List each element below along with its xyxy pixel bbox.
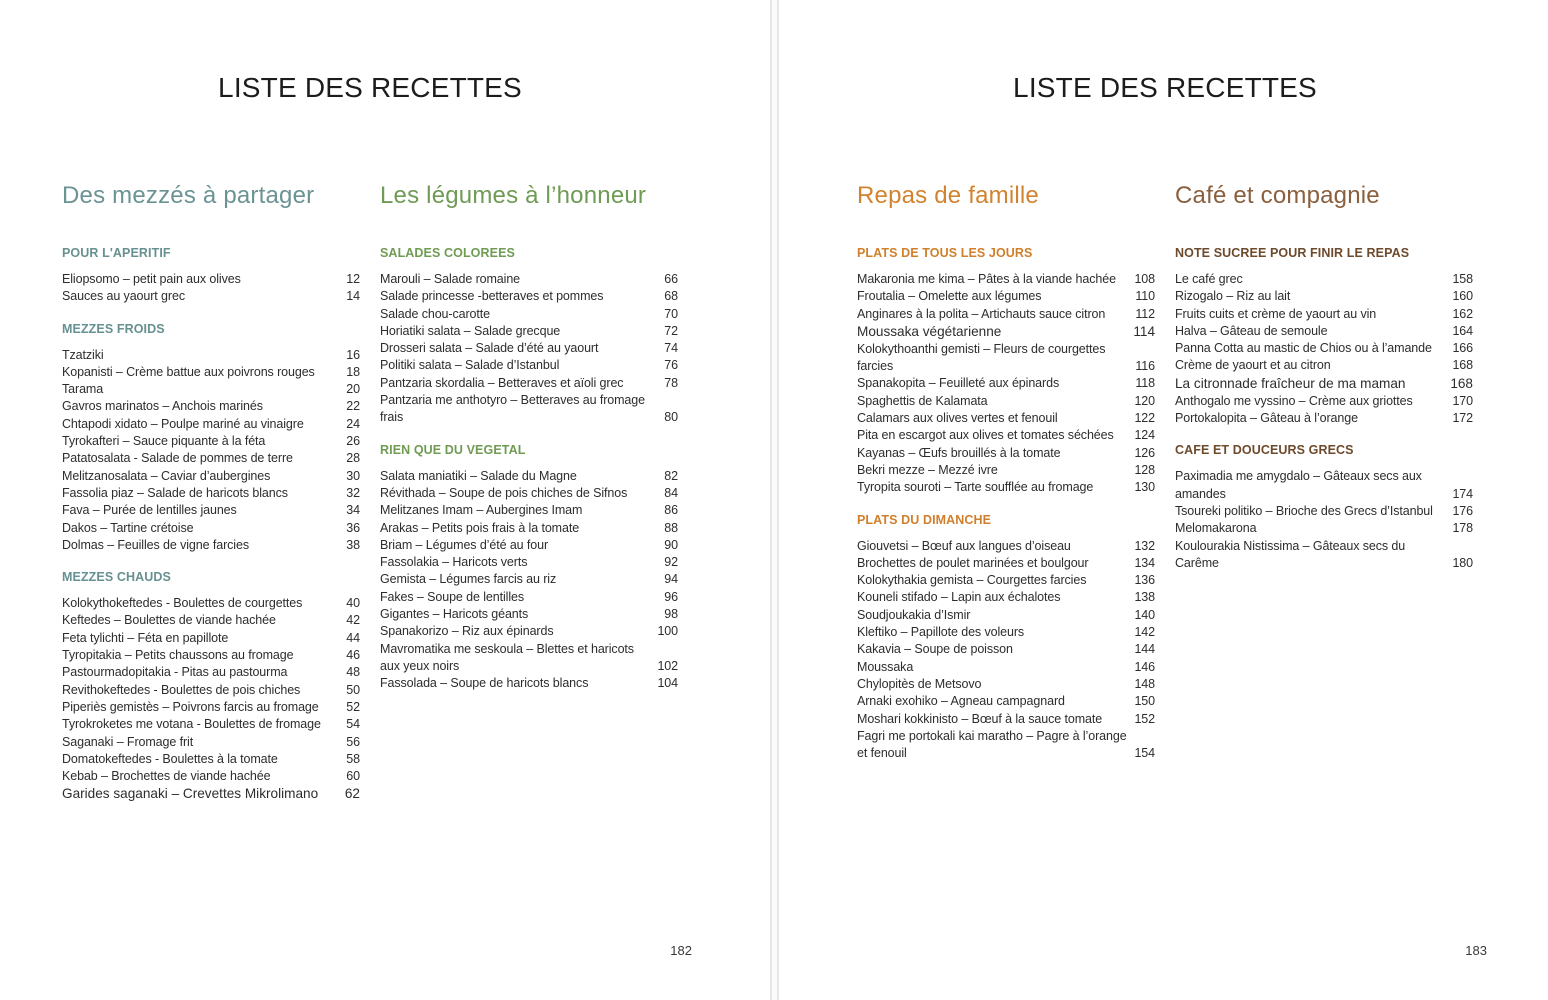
toc-item-title: Le café grec — [1175, 272, 1243, 286]
toc-item — [62, 682, 360, 699]
toc-item — [380, 520, 678, 537]
toc-column-heading: Café et compagnie — [1175, 182, 1380, 209]
toc-item-page: 138 — [1134, 590, 1155, 605]
toc-item-title: Melomakarona — [1175, 521, 1257, 536]
toc-item-page: 178 — [1452, 521, 1473, 536]
toc-item — [380, 357, 678, 374]
toc-section — [380, 442, 678, 693]
toc-item — [857, 393, 1155, 410]
toc-section — [1175, 245, 1473, 427]
page-number: 182 — [670, 943, 692, 958]
toc-item-title: Gavros marinatos – Anchois marinés — [62, 399, 263, 414]
toc-item — [380, 606, 678, 623]
toc-item — [62, 450, 360, 467]
toc-item-page: 78 — [664, 375, 678, 390]
toc-item-title: Crème de yaourt et au citron — [1175, 358, 1331, 373]
toc-item-page: 160 — [1452, 289, 1473, 304]
toc-item-page: 86 — [664, 503, 678, 518]
toc-columns — [62, 181, 678, 803]
toc-item-page: 176 — [1452, 503, 1473, 518]
toc-item-title: Chtapodi xidato – Poulpe mariné au vinaigre — [62, 416, 304, 431]
page-right-content — [857, 72, 1473, 762]
toc-item-title: Kolokythoanthi gemisti – Fleurs de courgettes farcies — [857, 341, 1106, 374]
toc-item-page: 58 — [346, 751, 360, 766]
toc-item — [62, 785, 360, 803]
toc-item-title: Domatokeftedes - Boulettes à la tomate — [62, 751, 278, 766]
toc-item-title: Dakos – Tartine crétoise — [62, 520, 194, 535]
toc-item-page: 44 — [346, 630, 360, 645]
page-title: LISTE DES RECETTES — [218, 72, 522, 103]
toc-item-page: 142 — [1134, 625, 1155, 640]
toc-item-page: 108 — [1134, 272, 1155, 286]
toc-item-page: 164 — [1452, 323, 1473, 338]
toc-item-page: 26 — [346, 434, 360, 449]
toc-item-title: Salade chou-carotte — [380, 306, 490, 321]
toc-item — [380, 468, 678, 485]
toc-column-heading: Des mezzés à partager — [62, 182, 315, 209]
toc-item-title: Mavromatika me seskoula – Blettes et haricots aux yeux noirs — [380, 641, 634, 673]
toc-item — [62, 468, 360, 485]
toc-item — [380, 502, 678, 519]
toc-item-title: Tsoureki politiko – Brioche des Grecs d’Istanbul — [1175, 503, 1433, 518]
toc-item — [62, 502, 360, 519]
toc-item — [380, 288, 678, 305]
toc-item-page: 140 — [1134, 607, 1155, 622]
toc-item-page: 92 — [664, 555, 678, 570]
page-left — [0, 0, 769, 1000]
toc-item-title: Tyrokafteri – Sauce piquante à la féta — [62, 434, 266, 449]
toc-item-page: 144 — [1134, 642, 1155, 657]
toc-item — [62, 398, 360, 415]
toc-item-title: Marouli – Salade romaine — [380, 272, 521, 286]
toc-item — [62, 381, 360, 398]
toc-item — [857, 462, 1155, 479]
toc-item-title: Kebab – Brochettes de viande hachée — [62, 769, 271, 784]
toc-item-page: 128 — [1134, 462, 1155, 477]
toc-section — [857, 512, 1155, 763]
toc-section-label: MEZZES FROIDS — [62, 321, 165, 336]
toc-item — [62, 630, 360, 647]
toc-item-page: 16 — [346, 347, 360, 362]
toc-item-title: Anginares à la polita – Artichauts sauce citron — [857, 306, 1106, 321]
toc-item — [1175, 375, 1473, 393]
toc-item — [380, 392, 678, 427]
toc-item — [62, 716, 360, 733]
toc-item-title: Salade princesse -betteraves et pommes — [380, 289, 604, 304]
toc-section — [380, 245, 678, 427]
toc-item-title: Gemista – Légumes farcis au riz — [380, 572, 557, 587]
toc-item — [1175, 306, 1473, 323]
toc-item — [1175, 271, 1473, 288]
toc-item — [380, 271, 678, 288]
toc-section-label: RIEN QUE DU VEGETAL — [380, 442, 526, 457]
toc-item — [1175, 288, 1473, 305]
toc-section-label: NOTE SUCREE POUR FINIR LE REPAS — [1175, 246, 1410, 260]
toc-item-title: Fruits cuits et crème de yaourt au vin — [1175, 306, 1377, 321]
toc-section — [62, 321, 360, 555]
toc-item-page: 98 — [664, 607, 678, 622]
toc-item-page: 126 — [1134, 445, 1155, 460]
toc-item-page: 20 — [346, 382, 360, 397]
toc-item — [857, 427, 1155, 444]
toc-item-title: Gigantes – Haricots géants — [380, 607, 529, 622]
toc-item — [857, 676, 1155, 693]
toc-item — [380, 554, 678, 571]
toc-item — [857, 375, 1155, 392]
toc-item — [857, 341, 1155, 376]
toc-item-title: La citronnade fraîcheur de ma maman — [1175, 375, 1406, 391]
toc-item-page: 28 — [346, 451, 360, 466]
toc-section-label: CAFE ET DOUCEURS GRECS — [1175, 443, 1354, 458]
toc-item — [857, 445, 1155, 462]
toc-item-page: 110 — [1135, 289, 1155, 304]
toc-item-title: Kolokythokeftedes - Boulettes de courgettes — [62, 596, 303, 611]
toc-item-title: Froutalia – Omelette aux légumes — [857, 289, 1042, 304]
toc-item-title: Calamars aux olives vertes et fenouil — [857, 411, 1058, 426]
toc-section — [62, 245, 360, 306]
toc-item — [857, 607, 1155, 624]
toc-item-title: Piperiès gemistès – Poivrons farcis au fromage — [62, 699, 319, 714]
toc-item-title: Kakavia – Soupe de poisson — [857, 642, 1013, 657]
toc-item-page: 80 — [664, 410, 678, 425]
toc-item-title: Moussaka végétarienne — [857, 323, 1002, 339]
toc-item-page: 146 — [1134, 659, 1155, 674]
toc-item-title: Giouvetsi – Bœuf aux langues d’oiseau — [857, 538, 1071, 553]
toc-item — [62, 485, 360, 502]
toc-item-page: 116 — [1135, 359, 1155, 374]
toc-item-page: 30 — [346, 468, 360, 483]
toc-item — [857, 271, 1155, 288]
toc-section — [857, 245, 1155, 497]
toc-item-title: Spanakopita – Feuilleté aux épinards — [857, 376, 1060, 391]
toc-item-page: 94 — [664, 572, 678, 587]
toc-item-title: Patatosalata - Salade de pommes de terre — [62, 451, 293, 466]
toc-item-page: 158 — [1452, 272, 1473, 286]
toc-item-title: Chylopitès de Metsovo — [857, 676, 982, 691]
toc-item-title: Koulourakia Nistissima – Gâteaux secs du Carême — [1175, 538, 1406, 570]
toc-section-label: MEZZES CHAUDS — [62, 570, 171, 585]
toc-item-title: Arnaki exohiko – Agneau campagnard — [857, 694, 1065, 709]
toc-item-page: 132 — [1134, 538, 1155, 553]
toc-item — [857, 659, 1155, 676]
toc-item-title: Kayanas – Œufs brouillés à la tomate — [857, 445, 1061, 460]
toc-item-page: 136 — [1134, 573, 1155, 588]
toc-item — [62, 347, 360, 364]
toc-item-page: 152 — [1134, 711, 1155, 726]
toc-item-title: Kopanisti – Crème battue aux poivrons rouges — [62, 364, 315, 379]
toc-item-page: 82 — [664, 468, 678, 483]
toc-item-title: Makaronia me kima – Pâtes à la viande hachée — [857, 272, 1116, 286]
toc-item-title: Tyropitakia – Petits chaussons au fromage — [62, 648, 294, 663]
toc-item-title: Soudjoukakia d’Ismir — [857, 607, 971, 622]
toc-item — [62, 595, 360, 612]
toc-item-page: 54 — [346, 717, 360, 732]
toc-item-page: 122 — [1134, 411, 1155, 426]
toc-item-title: Bekri mezze – Mezzé ivre — [857, 462, 998, 477]
toc-item-title: Sauces au yaourt grec — [62, 289, 185, 304]
toc-item-title: Pantzaria me anthotyro – Betteraves au fromage frais — [380, 393, 645, 425]
toc-item — [62, 520, 360, 537]
toc-item — [857, 624, 1155, 641]
toc-item-page: 172 — [1452, 411, 1473, 426]
toc-item-page: 52 — [346, 699, 360, 714]
toc-item-page: 112 — [1135, 306, 1155, 321]
toc-item-page: 168 — [1452, 358, 1473, 373]
toc-item-title: Melitzanosalata – Caviar d’aubergines — [62, 468, 271, 483]
toc-item-title: Arakas – Petits pois frais à la tomate — [380, 520, 580, 535]
toc-item-page: 66 — [664, 272, 678, 286]
toc-item-title: Fagri me portokali kai maratho – Pagre à l’orange et fenouil — [857, 728, 1127, 761]
toc-item-title: Portokalopita – Gâteau à l’orange — [1175, 411, 1358, 426]
toc-item — [857, 693, 1155, 710]
toc-section — [62, 569, 360, 803]
toc-section-label: POUR L'APERITIF — [62, 246, 171, 260]
toc-item-title: Panna Cotta au mastic de Chios ou à l’amande — [1175, 341, 1432, 356]
toc-item-title: Melitzanes Imam – Aubergines Imam — [380, 503, 583, 518]
toc-item — [62, 664, 360, 681]
toc-item — [1175, 503, 1473, 520]
toc-item — [62, 734, 360, 751]
toc-item-title: Salata maniatiki – Salade du Magne — [380, 468, 577, 483]
toc-item-title: Fava – Purée de lentilles jaunes — [62, 503, 237, 518]
toc-section-label: PLATS DU DIMANCHE — [857, 512, 992, 527]
toc-item-title: Drosseri salata – Salade d’été au yaourt — [380, 341, 599, 356]
toc-item-title: Politiki salata – Salade d’Istanbul — [380, 358, 560, 373]
toc-item-title: Fassolia piaz – Salade de haricots blancs — [62, 485, 288, 500]
toc-item-title: Pantzaria skordalia – Betteraves et aïoli grec — [380, 375, 624, 390]
toc-item — [857, 555, 1155, 572]
toc-item — [62, 433, 360, 450]
toc-item-page: 14 — [346, 289, 360, 304]
toc-item-title: Moussaka — [857, 659, 914, 674]
toc-item-page: 168 — [1450, 375, 1473, 391]
toc-item-title: Feta tylichti – Féta en papillote — [62, 630, 229, 645]
toc-item — [1175, 520, 1473, 537]
toc-item-page: 38 — [346, 537, 360, 552]
toc-item-title: Garides saganaki – Crevettes Mikrolimano — [62, 786, 319, 802]
toc-item-title: Horiatiki salata – Salade grecque — [380, 323, 561, 338]
toc-item-page: 42 — [346, 613, 360, 628]
toc-item-title: Tzatziki — [62, 347, 104, 362]
toc-item-page: 76 — [664, 358, 678, 373]
toc-item — [380, 537, 678, 554]
toc-item-page: 46 — [346, 648, 360, 663]
toc-item-page: 70 — [664, 306, 678, 321]
toc-item-page: 56 — [346, 734, 360, 749]
toc-section-label: SALADES COLOREES — [380, 246, 515, 260]
toc-item-page: 90 — [664, 537, 678, 552]
toc-column — [62, 181, 360, 803]
toc-item-page: 48 — [346, 665, 360, 680]
toc-item — [62, 699, 360, 716]
toc-item-page: 84 — [664, 485, 678, 500]
toc-columns — [857, 181, 1473, 762]
toc-item — [62, 537, 360, 554]
toc-item-title: Eliopsomo – petit pain aux olives — [62, 272, 241, 286]
toc-item — [62, 288, 360, 305]
toc-item-title: Kolokythakia gemista – Courgettes farcies — [857, 573, 1087, 588]
toc-item — [857, 479, 1155, 496]
toc-item-title: Moshari kokkinisto – Bœuf à la sauce tomate — [857, 711, 1103, 726]
toc-item-title: Fakes – Soupe de lentilles — [380, 589, 525, 604]
toc-item-page: 62 — [344, 786, 360, 802]
toc-item — [857, 589, 1155, 606]
toc-item-title: Révithada – Soupe de pois chiches de Sifnos — [380, 485, 628, 500]
toc-item-page: 102 — [657, 658, 678, 673]
toc-item-page: 60 — [346, 769, 360, 784]
toc-item-page: 154 — [1134, 746, 1155, 761]
toc-item-title: Tyrokroketes me votana - Boulettes de fromage — [62, 717, 321, 732]
toc-column — [1175, 181, 1473, 762]
toc-item-page: 130 — [1134, 480, 1155, 495]
page-gutter-divider — [769, 0, 781, 1000]
toc-item-page: 134 — [1134, 555, 1155, 570]
toc-item-page: 166 — [1452, 341, 1473, 356]
toc-item — [380, 641, 678, 676]
toc-item — [380, 375, 678, 392]
toc-item — [62, 612, 360, 629]
toc-item-title: Spaghettis de Kalamata — [857, 393, 988, 408]
toc-item-page: 32 — [346, 485, 360, 500]
toc-item — [1175, 323, 1473, 340]
toc-item — [380, 623, 678, 640]
toc-item-page: 40 — [346, 596, 360, 611]
toc-item — [62, 768, 360, 785]
toc-section — [1175, 442, 1473, 572]
toc-item-page: 24 — [346, 416, 360, 431]
toc-item-title: Brochettes de poulet marinées et boulgour — [857, 555, 1089, 570]
toc-column-heading: Les légumes à l’honneur — [380, 182, 647, 209]
page-number: 183 — [1465, 943, 1487, 958]
toc-column-heading: Repas de famille — [857, 182, 1039, 209]
toc-item-title: Fassolakia – Haricots verts — [380, 555, 528, 570]
page-title: LISTE DES RECETTES — [1013, 72, 1317, 103]
toc-item-title: Rizogalo – Riz au lait — [1175, 289, 1291, 304]
toc-item-title: Kouneli stifado – Lapin aux échalotes — [857, 590, 1061, 605]
toc-item — [1175, 340, 1473, 357]
toc-item-title: Anthogalo me vyssino – Crème aux griottes — [1175, 393, 1413, 408]
toc-item — [380, 485, 678, 502]
toc-item — [380, 675, 678, 692]
toc-item-page: 150 — [1134, 694, 1155, 709]
toc-item-title: Pita en escargot aux olives et tomates séchées — [857, 428, 1114, 443]
toc-item — [1175, 410, 1473, 427]
toc-item-title: Tyropita souroti – Tarte soufflée au fromage — [857, 480, 1094, 495]
toc-item — [1175, 538, 1473, 573]
page-right — [781, 0, 1548, 1000]
toc-item-page: 120 — [1134, 393, 1155, 408]
toc-item-page: 170 — [1452, 393, 1473, 408]
toc-item — [857, 572, 1155, 589]
toc-item-page: 22 — [346, 399, 360, 414]
toc-item-page: 96 — [664, 589, 678, 604]
toc-item-page: 180 — [1452, 555, 1473, 570]
toc-item-title: Revithokeftedes - Boulettes de pois chiches — [62, 682, 301, 697]
toc-item — [1175, 468, 1473, 503]
toc-section-label: PLATS DE TOUS LES JOURS — [857, 246, 1033, 260]
toc-item — [857, 641, 1155, 658]
toc-column — [380, 181, 678, 803]
toc-item — [857, 538, 1155, 555]
toc-item — [380, 306, 678, 323]
toc-item-title: Spanakorizo – Riz aux épinards — [380, 624, 554, 639]
toc-item — [62, 364, 360, 381]
toc-item-page: 36 — [346, 520, 360, 535]
toc-item-page: 114 — [1133, 323, 1155, 339]
toc-column — [857, 181, 1155, 762]
toc-item — [857, 288, 1155, 305]
toc-item-page: 118 — [1135, 376, 1155, 391]
toc-item — [857, 323, 1155, 341]
toc-item-page: 174 — [1452, 486, 1473, 501]
toc-item-title: Kleftiko – Papillote des voleurs — [857, 625, 1025, 640]
toc-item-page: 148 — [1134, 676, 1155, 691]
toc-item-page: 104 — [657, 676, 678, 691]
toc-item-page: 68 — [664, 289, 678, 304]
toc-item-page: 162 — [1452, 306, 1473, 321]
toc-item — [857, 410, 1155, 427]
toc-item — [62, 271, 360, 288]
toc-item — [857, 711, 1155, 728]
toc-item-title: Tarama — [62, 382, 104, 397]
toc-item — [380, 340, 678, 357]
toc-item-page: 72 — [664, 323, 678, 338]
toc-item-page: 12 — [346, 272, 360, 286]
toc-item — [857, 728, 1155, 763]
toc-item-page: 18 — [346, 364, 360, 379]
toc-item — [62, 751, 360, 768]
toc-item — [380, 589, 678, 606]
toc-item-page: 34 — [346, 503, 360, 518]
toc-item-page: 50 — [346, 682, 360, 697]
toc-item — [1175, 357, 1473, 374]
toc-item-title: Keftedes – Boulettes de viande hachée — [62, 613, 276, 628]
toc-item-title: Pastourmadopitakia - Pitas au pastourma — [62, 665, 288, 680]
toc-item-title: Briam – Légumes d’été au four — [380, 537, 549, 552]
toc-item-title: Fassolada – Soupe de haricots blancs — [380, 676, 589, 691]
toc-item-page: 88 — [664, 520, 678, 535]
toc-item-title: Saganaki – Fromage frit — [62, 734, 194, 749]
toc-item-title: Halva – Gâteau de semoule — [1175, 323, 1328, 338]
toc-item — [62, 647, 360, 664]
toc-item — [380, 571, 678, 588]
toc-item-title: Paximadia me amygdalo – Gâteaux secs aux amandes — [1175, 469, 1422, 501]
toc-item-title: Dolmas – Feuilles de vigne farcies — [62, 537, 249, 552]
toc-item-page: 100 — [657, 624, 678, 639]
toc-item — [857, 306, 1155, 323]
toc-item-page: 74 — [664, 341, 678, 356]
toc-item — [62, 416, 360, 433]
toc-item-page: 124 — [1134, 428, 1155, 443]
page-left-content — [62, 72, 678, 803]
toc-item — [1175, 393, 1473, 410]
toc-item — [380, 323, 678, 340]
